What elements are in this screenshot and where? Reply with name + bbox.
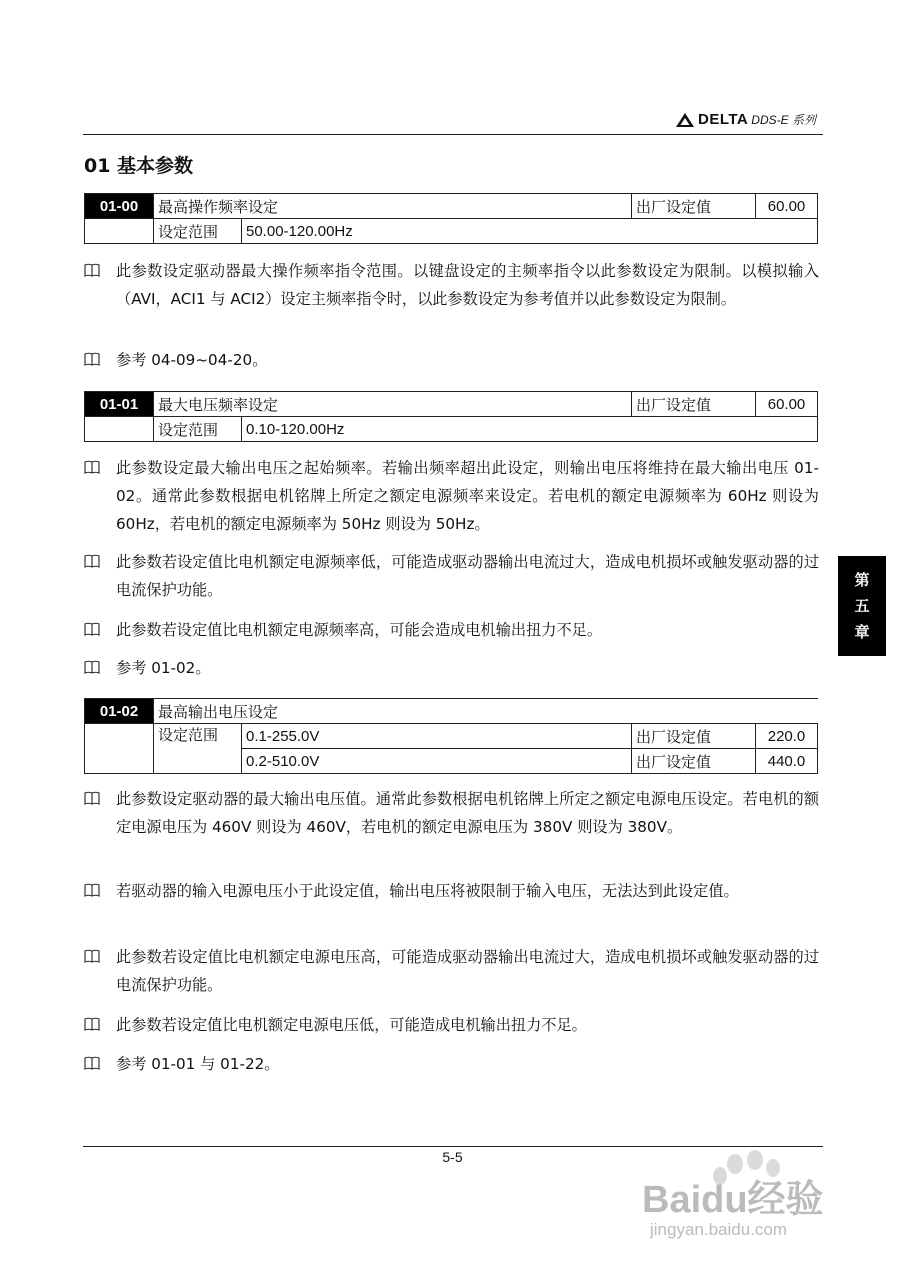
note-item: 此参数设定驱动器最大操作频率指令范围。以键盘设定的主频率指令以此参数设定为限制。以模拟输入（AVI，ACI1 与 ACI2）设定主频率指令时，以此参数设定为参考值并以此参数设定为限制。	[84, 257, 819, 313]
note-item: 此参数若设定值比电机额定电源频率低，可能造成驱动器输出电流过大，造成电机损坏或触发驱动器的过电流保护功能。	[84, 548, 819, 604]
param-id: 01-00	[85, 194, 154, 219]
book-icon	[84, 1056, 100, 1070]
default-value: 60.00	[756, 194, 818, 219]
default-label: 出厂设定值	[632, 724, 756, 749]
note-item: 此参数若设定值比电机额定电源电压低，可能造成电机输出扭力不足。	[84, 1011, 819, 1039]
book-icon	[84, 622, 100, 636]
param-name: 最高操作频率设定	[154, 194, 632, 219]
range-label: 设定范围	[154, 724, 242, 774]
range-value: 0.2-510.0V	[242, 749, 632, 774]
note-item: 参考 01-02。	[84, 654, 819, 682]
footer-divider	[83, 1146, 823, 1147]
range-label: 设定范围	[154, 417, 242, 442]
book-icon	[84, 883, 100, 897]
param-table-01-00	[84, 193, 818, 244]
book-icon	[84, 949, 100, 963]
range-value: 0.10-120.00Hz	[242, 417, 818, 442]
note-item: 参考 01-01 与 01-22。	[84, 1050, 819, 1078]
delta-triangle-icon	[675, 112, 695, 128]
book-icon	[84, 352, 100, 366]
book-icon	[84, 263, 100, 277]
param-table-01-01	[84, 391, 818, 442]
watermark-brand: Baidu经验	[642, 1179, 824, 1221]
range-value: 0.1-255.0V	[242, 724, 632, 749]
book-icon	[84, 554, 100, 568]
brand-logo	[675, 111, 816, 128]
note-item: 此参数设定最大输出电压之起始频率。若输出频率超出此设定，则输出电压将维持在最大输出电压 01-02。通常此参数根据电机铭牌上所定之额定电源频率来设定。若电机的额定电源频率为 60Hz 则设为 60Hz，若电机的额定电源频率为 50Hz 则设为 50Hz。	[84, 454, 819, 538]
range-value: 50.00-120.00Hz	[242, 219, 818, 244]
book-icon	[84, 460, 100, 474]
param-id: 01-02	[85, 699, 154, 724]
page-number: 5-5	[442, 1149, 463, 1165]
book-icon	[84, 1017, 100, 1031]
param-id: 01-01	[85, 392, 154, 417]
default-label: 出厂设定值	[632, 194, 756, 219]
default-label: 出厂设定值	[632, 392, 756, 417]
note-item: 参考 04-09~04-20。	[84, 346, 819, 374]
book-icon	[84, 791, 100, 805]
default-value: 440.0	[756, 749, 818, 774]
section-title: 01 基本参数	[84, 155, 194, 177]
param-name: 最高输出电压设定	[154, 699, 818, 724]
note-item: 此参数若设定值比电机额定电源电压高，可能造成驱动器输出电流过大，造成电机损坏或触发驱动器的过电流保护功能。	[84, 943, 819, 999]
default-value: 60.00	[756, 392, 818, 417]
book-icon	[84, 660, 100, 674]
param-table-01-02	[84, 698, 818, 774]
brand-name: DELTA	[698, 111, 749, 128]
note-item: 若驱动器的输入电源电压小于此设定值，输出电压将被限制于输入电压，无法达到此设定值。	[84, 877, 819, 905]
note-item: 此参数若设定值比电机额定电源频率高，可能会造成电机输出扭力不足。	[84, 616, 819, 644]
param-name: 最大电压频率设定	[154, 392, 632, 417]
empty-cell	[85, 724, 154, 774]
series-name: DDS-E 系列	[751, 113, 816, 127]
range-label: 设定范围	[154, 219, 242, 244]
default-label: 出厂设定值	[632, 749, 756, 774]
empty-cell	[85, 219, 154, 244]
default-value: 220.0	[756, 724, 818, 749]
note-item: 此参数设定驱动器的最大输出电压值。通常此参数根据电机铭牌上所定之额定电源电压设定。若电机的额定电源电压为 460V 则设为 460V，若电机的额定电源电压为 380V 则设为 380V。	[84, 785, 819, 841]
header-divider	[83, 134, 823, 135]
empty-cell	[85, 417, 154, 442]
chapter-tab: 第 五 章	[838, 556, 886, 656]
watermark-url: jingyan.baidu.com	[650, 1220, 788, 1239]
